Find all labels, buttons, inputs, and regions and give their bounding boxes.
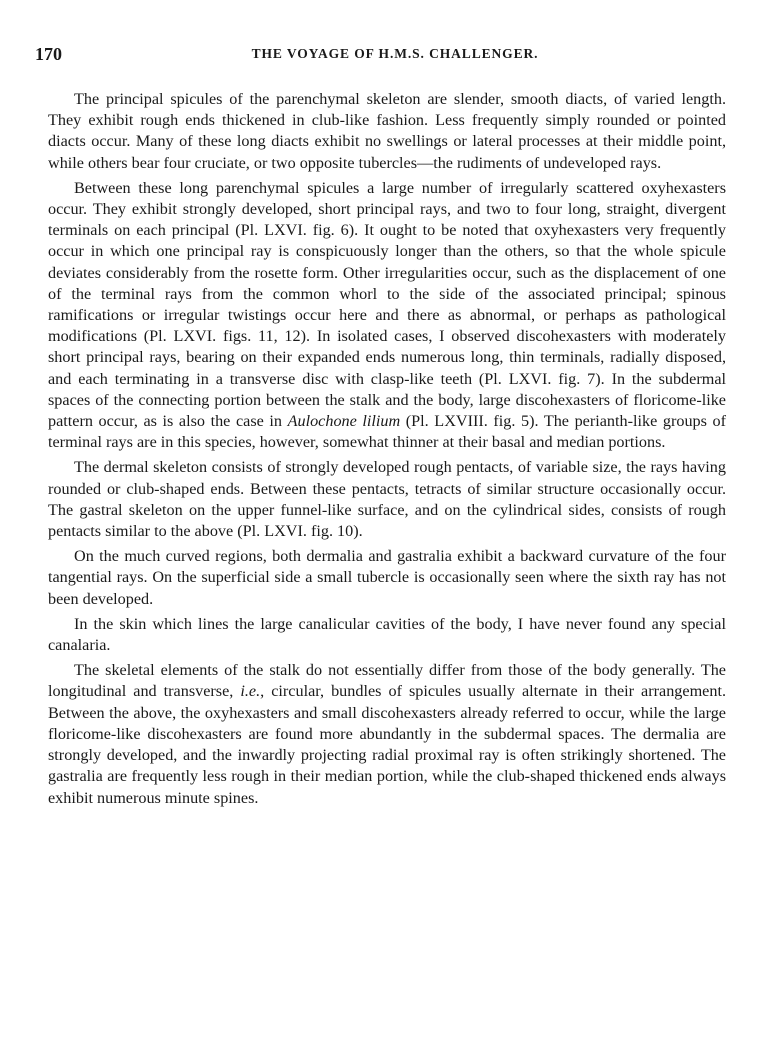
running-title: THE VOYAGE OF H.M.S. CHALLENGER. (251, 46, 539, 61)
paragraph-text: Between these long parenchymal spicules a large number of irregularly scattered oxyhexasters occur. They exhibit strongly developed, short principal rays, and two to four long, straight, divergent terminals on each principal (Pl. LXVI. fig. 6). It ought to be noted that oxyhexasters very frequently occur in which one principal ray is conspicuously longer than the others, so that the whole spicule deviates considerably from the rosette form. Other irregularities occur, such as the displacement of one of the terminal rays from the common whorl to the side of the associated principal; spinous ramifications or irregular twistings occur here and there as abnormal, or perhaps as pathological modifications (Pl. LXVI. figs. 11, 12). In isolated cases, I observed discohexasters with moderately short principal rays, bearing on their expanded ends numerous long, thin terminals, radially disposed, and each terminating in a transverse disc with clasp-like teeth (Pl. LXVI. fig. 7). In the subdermal spaces of the connecting portion between the stalk and the body, large discohexasters of floricome-like pattern occur, as is also the case in (48, 178, 726, 431)
paragraph-text: The skeletal elements of the stalk do not essentially differ from those of the body generally. The longitudinal and transverse, (48, 661, 726, 701)
paragraph-curved-regions: On the much curved regions, both dermalia and gastralia exhibit a backward curvature of the four tangential rays. On the superficial side a small tubercle is occasionally seen where the sixth ray has not been developed. (48, 547, 726, 608)
body-text (48, 89, 726, 809)
paragraph-canalaria: In the skin which lines the large canalicular cavities of the body, I have never found any special canalaria. (48, 614, 726, 655)
species-name: Aulochone lilium (287, 412, 401, 431)
paragraph-dermal-skeleton: The dermal skeleton consists of strongly developed rough pentacts, of variable size, the rays having rounded or club-shaped ends. Between these pentacts, tetracts of similar structure occasionally occur. The gastral skeleton on the upper funnel-like surface, and on the cylindrical sides, consists of rough pentacts similar to the above (Pl. LXVI. fig. 10). (48, 458, 726, 541)
page-number: 170 (35, 44, 62, 64)
paragraph-oxyhexasters (48, 178, 726, 454)
paragraph-stalk-skeleton (48, 660, 726, 808)
paragraph-text: (Pl. LXVIII. fig. 5). The perianth-like groups of terminal rays are in this species, however, somewhat thinner at their basal and median portions. (48, 412, 727, 452)
paragraph-text: , circular, bundles of spicules usually alternate in their arrangement. Between the above, the oxyhexasters and small discohexasters already referred to occur, while the large floricome-like discohexasters are found more abundantly in the subdermal spaces. The dermalia are strongly developed, and the inwardly projecting radial proximal ray is often strikingly shortened. The gastralia are frequently less rough in their median portion, while the club-shaped thickened ends always exhibit numerous minute spines. (48, 682, 726, 807)
abbreviation-ie: i.e. (240, 682, 261, 701)
page-header (35, 44, 735, 68)
paragraph-parenchymal-spicules: The principal spicules of the parenchymal skeleton are slender, smooth diacts, of varied length. They exhibit rough ends thickened in club-like fashion. Less frequently simply rounded or pointed diacts occur. Many of these long diacts exhibit no swellings or lateral processes at their middle point, while others bear four cruciate, or two opposite tubercles—the rudiments of undeveloped rays. (48, 90, 726, 172)
